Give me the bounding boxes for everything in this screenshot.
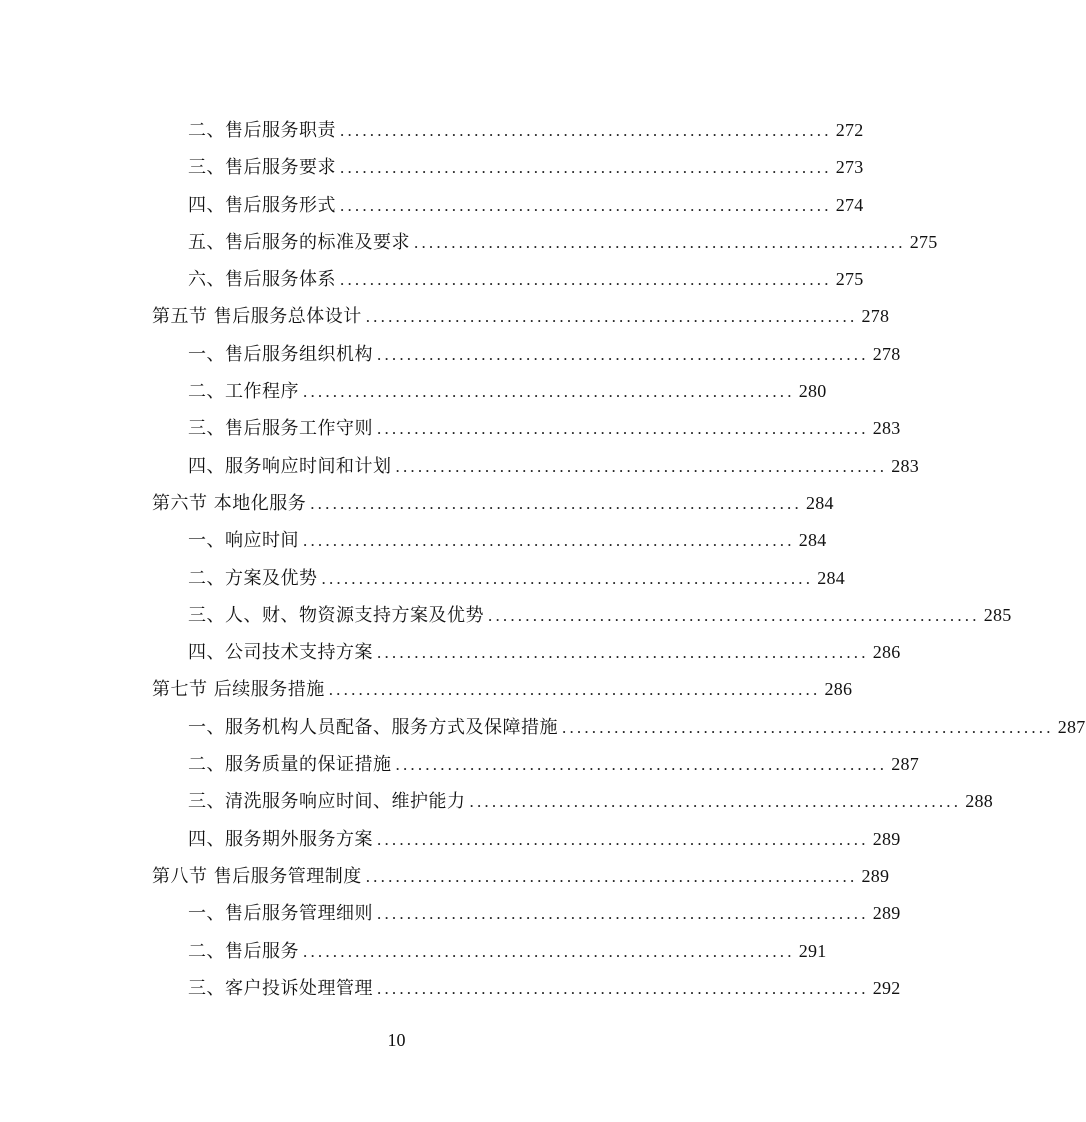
toc-entry[interactable] bbox=[152, 634, 901, 671]
toc-entry-page: 289 bbox=[861, 865, 890, 886]
toc-entry-page: 275 bbox=[835, 269, 864, 290]
toc-entry-page: 287 bbox=[891, 754, 920, 775]
toc-section-entry[interactable] bbox=[152, 298, 890, 335]
toc-entry[interactable] bbox=[152, 597, 1012, 634]
toc-entry[interactable] bbox=[152, 522, 827, 559]
toc-dot-leader: .................................................................. bbox=[365, 866, 858, 886]
page-number: 10 bbox=[387, 1030, 406, 1050]
toc-entry-label: 三、客户投诉处理管理 bbox=[188, 977, 373, 999]
toc-entry-label: 四、服务期外服务方案 bbox=[188, 828, 373, 850]
toc-entry[interactable] bbox=[152, 336, 901, 373]
toc-entry[interactable] bbox=[152, 709, 1086, 746]
toc-entry-label: 二、售后服务职责 bbox=[188, 120, 336, 141]
toc-entry-label: 四、售后服务形式 bbox=[188, 194, 336, 216]
toc-entry-page: 289 bbox=[872, 828, 901, 849]
toc-entry[interactable] bbox=[152, 783, 994, 820]
toc-entry-label: 五、售后服务的标准及要求 bbox=[188, 231, 410, 253]
toc-entry-page: 284 bbox=[817, 567, 846, 588]
toc-dot-leader: .................................................................. bbox=[488, 605, 980, 625]
toc-entry[interactable] bbox=[152, 261, 864, 298]
toc-entry[interactable] bbox=[152, 933, 827, 970]
toc-section-entry[interactable] bbox=[152, 671, 853, 708]
toc-entry-page: 273 bbox=[835, 157, 864, 178]
toc-entry-label: 四、公司技术支持方案 bbox=[188, 642, 373, 664]
toc-dot-leader: .................................................................. bbox=[303, 382, 795, 402]
toc-dot-leader: .................................................................. bbox=[469, 792, 962, 812]
toc-entry-label: 三、人、财、物资源支持方案及优势 bbox=[188, 604, 484, 626]
toc-entry[interactable] bbox=[152, 895, 901, 932]
toc-entry-page: 292 bbox=[872, 977, 901, 998]
toc-dot-leader: .................................................................. bbox=[377, 904, 869, 924]
toc-section-entry[interactable] bbox=[152, 485, 834, 522]
toc-entry-label: 二、工作程序 bbox=[188, 381, 299, 403]
table-of-contents bbox=[152, 112, 1086, 1007]
toc-entry-page: 272 bbox=[835, 120, 864, 140]
toc-entry-page: 278 bbox=[872, 343, 901, 364]
toc-entry-page: 274 bbox=[835, 194, 864, 215]
toc-dot-leader: .................................................................. bbox=[321, 568, 814, 588]
toc-entry[interactable] bbox=[152, 821, 901, 858]
toc-dot-leader: .................................................................. bbox=[414, 232, 906, 252]
toc-entry-label: 二、售后服务 bbox=[188, 940, 299, 962]
toc-entry-page: 288 bbox=[965, 791, 994, 812]
toc-entry-page: 280 bbox=[798, 381, 827, 402]
toc-dot-leader: .................................................................. bbox=[395, 755, 888, 775]
toc-dot-leader: .................................................................. bbox=[340, 158, 832, 178]
toc-entry-page: 289 bbox=[872, 903, 901, 924]
toc-dot-leader: .................................................................. bbox=[377, 829, 869, 849]
toc-entry-label: 一、响应时间 bbox=[188, 530, 299, 552]
toc-entry-label: 四、服务响应时间和计划 bbox=[188, 455, 392, 477]
toc-entry-page: 291 bbox=[798, 940, 827, 961]
toc-entry-label: 第八节 售后服务管理制度 bbox=[152, 865, 362, 887]
toc-entry-label: 一、服务机构人员配备、服务方式及保障措施 bbox=[188, 716, 558, 738]
toc-entry-page: 283 bbox=[872, 418, 901, 439]
toc-entry-page: 287 bbox=[1057, 716, 1086, 737]
toc-dot-leader: .................................................................. bbox=[303, 531, 795, 551]
toc-dot-leader: .................................................................. bbox=[377, 344, 869, 364]
toc-entry-label: 三、清洗服务响应时间、维护能力 bbox=[188, 791, 466, 813]
toc-dot-leader: .................................................................. bbox=[377, 643, 869, 663]
toc-dot-leader: .................................................................. bbox=[377, 419, 869, 439]
toc-section-entry[interactable] bbox=[152, 858, 890, 895]
toc-dot-leader: .................................................................. bbox=[340, 121, 832, 140]
toc-entry[interactable] bbox=[152, 448, 920, 485]
toc-entry-label: 二、服务质量的保证措施 bbox=[188, 754, 392, 776]
toc-entry-page: 278 bbox=[861, 306, 890, 327]
toc-dot-leader: .................................................................. bbox=[303, 941, 795, 961]
toc-dot-leader: .................................................................. bbox=[377, 978, 869, 998]
toc-dot-leader: .................................................................. bbox=[340, 195, 832, 215]
toc-entry[interactable] bbox=[152, 410, 901, 447]
toc-entry-label: 第七节 后续服务措施 bbox=[152, 679, 325, 701]
toc-entry[interactable] bbox=[152, 746, 920, 783]
toc-dot-leader: .................................................................. bbox=[365, 307, 858, 327]
toc-dot-leader: .................................................................. bbox=[328, 680, 821, 700]
toc-entry-label: 三、售后服务工作守则 bbox=[188, 418, 373, 440]
toc-entry-label: 一、售后服务组织机构 bbox=[188, 343, 373, 365]
toc-entry-page: 275 bbox=[909, 231, 938, 252]
toc-entry-page: 286 bbox=[872, 642, 901, 663]
toc-entry-label: 第五节 售后服务总体设计 bbox=[152, 306, 362, 328]
toc-entry-page: 285 bbox=[983, 604, 1012, 625]
toc-entry-label: 六、售后服务体系 bbox=[188, 269, 336, 291]
toc-dot-leader: .................................................................. bbox=[310, 493, 802, 513]
toc-entry[interactable] bbox=[152, 112, 864, 149]
toc-entry-label: 第六节 本地化服务 bbox=[152, 492, 307, 514]
toc-entry-page: 284 bbox=[798, 530, 827, 551]
toc-entry[interactable] bbox=[152, 970, 901, 1007]
toc-entry[interactable] bbox=[152, 187, 864, 224]
toc-entry-page: 286 bbox=[824, 679, 853, 700]
toc-entry[interactable] bbox=[152, 560, 846, 597]
toc-dot-leader: .................................................................. bbox=[340, 270, 832, 290]
toc-entry-label: 二、方案及优势 bbox=[188, 567, 318, 589]
toc-dot-leader: .................................................................. bbox=[562, 717, 1054, 737]
toc-entry-page: 283 bbox=[891, 455, 920, 476]
toc-dot-leader: .................................................................. bbox=[395, 456, 888, 476]
toc-entry[interactable] bbox=[152, 149, 864, 186]
toc-entry-label: 三、售后服务要求 bbox=[188, 157, 336, 179]
toc-entry-label: 一、售后服务管理细则 bbox=[188, 903, 373, 925]
toc-entry[interactable] bbox=[152, 224, 938, 261]
toc-entry[interactable] bbox=[152, 373, 827, 410]
toc-entry-page: 284 bbox=[805, 492, 834, 513]
